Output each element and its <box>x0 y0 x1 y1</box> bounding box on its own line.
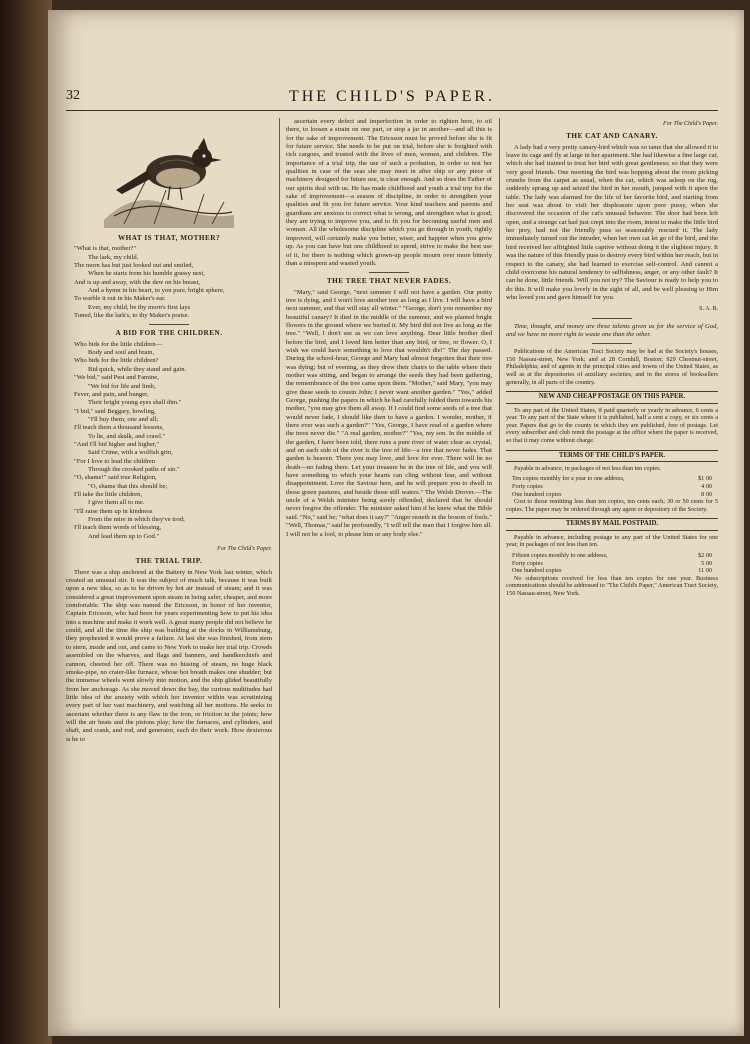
verse-line: And lead them up to God." <box>88 532 160 540</box>
verse-line: The morn has but just looked out and smiled, <box>74 262 194 270</box>
terms-price: $1 00 <box>698 475 712 483</box>
verse-line: When he starts from his humble grassy nest, <box>88 270 205 278</box>
article-title: THE CAT AND CANARY. <box>566 132 658 141</box>
verse-line: "I'll buy them, one and all; <box>88 415 159 423</box>
poem-title: WHAT IS THAT, MOTHER? <box>117 234 221 242</box>
verse-line: The lark, my child. <box>88 253 139 261</box>
terms-row <box>506 567 718 575</box>
article-body: There was a ship anchored at the Battery in New York last winter, which created an unusual stir. It was the subject of much talk, because it was built upon a new idea, so as to be driven by hot air instead of steam; and it was considered a great improvement upon steam in being safer, cheaper, and more comfortable. The ship was named the Ericsson, in honor of her inventor, Captain Ericsson, who had been for years experimenting how to put his idea into a machine and make it work well. A great many people did not believe he could, and all the time the ship was building at the docks in Williamsburg, they prophesied it would prove a failure. At last she was finished, from stem to stern, inside and out, and came to New York to make her trial trip. Crowds assembled on the wharves, and flags and banners, and handkerchiefs and cannon, cheered her off. There was no hissing of steam, no huge black smoke-pipe, no crater-like furnace, whose hot breath makes one shudder; but the immense wheels went slowly into motion, and the ship glided beautifully from her anchorage. As she moved down the bay, the curious multitudes had little idea of the anxiety with which her inventor within was scrutinizing every part of her vast machinery, and watching all her motions. He seeks to ascertain whether there is any flaw in the iron, or friction in the joints; how will the air heats and the pistons play; how the furnaces, and cylinders, and shaft, and crank, and rod, and generator, each do their work. How dexterous is he to <box>66 568 272 743</box>
divider <box>149 324 189 325</box>
terms-row <box>506 560 718 568</box>
column-3 <box>506 118 718 1014</box>
verse-line: Tuned, like the lark's, to thy Maker's praise. <box>74 312 190 320</box>
divider <box>592 343 632 344</box>
terms-row <box>506 475 718 483</box>
column-rule <box>499 118 500 1008</box>
terms-price: 8 00 <box>701 490 712 498</box>
terms-table <box>506 475 718 498</box>
verse-line: And is up and away, with the dew on his breast, <box>74 278 200 286</box>
poem-verse <box>66 245 272 320</box>
terms-row <box>506 552 718 560</box>
poem-title: A BID FOR THE CHILDREN. <box>115 329 223 338</box>
verse-line: I'll teach them words of blessing, <box>74 524 162 532</box>
terms-label: One hundred copies <box>512 567 562 575</box>
verse-line: "We bid for life and limb, <box>88 382 156 390</box>
column-rule <box>279 118 280 1008</box>
verse-line: Their bright young eyes shall dim." <box>88 399 182 407</box>
terms-label: Forty copies <box>512 483 543 491</box>
terms-price: 5 00 <box>701 559 712 567</box>
verse-line: Fever, and pain, and hunger, <box>74 390 149 398</box>
verse-line: Bid quick, while they stand and gain. <box>88 365 187 373</box>
page-header <box>66 88 718 111</box>
section-heading: TERMS BY MAIL POSTPAID. <box>506 518 718 530</box>
terms-note: Cost to those remitting less than ten copies, ten cents each; 30 or 50 cents for 5 copies. The paper may be ordered through any agent or depository of the Society. <box>506 498 718 513</box>
verse-line: I give them all to me. <box>88 499 145 507</box>
verse-line: Who bids for the little children? <box>74 357 159 365</box>
verse-line: To warble it out in his Maker's ear. <box>74 295 166 303</box>
verse-line: Said Crime, with a wolfish grin, <box>88 449 173 457</box>
book-binding <box>0 0 52 1044</box>
page-number: 32 <box>66 88 80 103</box>
verse-line: "We bid," said Pest and Famine, <box>74 374 159 382</box>
section-heading: TERMS OF THE CHILD'S PAPER. <box>506 450 718 462</box>
article-credit: For The Child's Paper. <box>663 121 718 127</box>
verse-line: "I'll raise them up in kindness <box>74 507 153 515</box>
verse-line: To lie, and skulk, and crawl." <box>88 432 166 440</box>
page-title: THE CHILD'S PAPER. <box>288 88 496 105</box>
terms-label: Forty copies <box>512 559 543 567</box>
column-2 <box>286 118 492 1014</box>
section-heading: NEW AND CHEAP POSTAGE ON THIS PAPER. <box>506 391 718 403</box>
author-signature: S. A. B. <box>699 306 718 313</box>
terms-price: 4 00 <box>701 483 712 491</box>
verse-line: "I bid," said Beggary, howling, <box>74 407 156 415</box>
verse-line: "For I love to lead the children <box>74 457 156 465</box>
poem-verse <box>66 341 272 541</box>
verse-line: I'll teach them a thousand lessons, <box>74 424 164 432</box>
verse-line: "O, shame!" said true Religion, <box>74 474 157 482</box>
divider <box>592 318 632 319</box>
divider <box>369 272 409 273</box>
terms-intro: Payable in advance, in packages of not less than ten copies. <box>514 464 662 472</box>
bird-engraving-image <box>94 120 244 228</box>
verse-line: Body and soul and brain, <box>88 349 155 357</box>
quote: Time, thought, and money are three talents given us for the service of God, and we have no more right to waste one than the other. <box>506 322 718 338</box>
article-title: THE TRIAL TRIP. <box>135 557 203 566</box>
verse-line: From the mire in which they've trod; <box>88 516 185 523</box>
terms-row <box>506 491 718 499</box>
mail-intro: Payable in advance, including postage to any part of the United States for one year, in packages of not less than ten. <box>506 533 718 549</box>
verse-line: I'll take the little children, <box>74 490 143 498</box>
article-body: ascertain every defect and imperfection in order to righten here, to oil there, to loosen a strain on one part, or stop a jar in another—and all this is for the sake of improvement. The Ericsson must be proved before she is fit for future service. She needs to be put on trial, before she is freighted with rich cargoes, and trusted with the lives of men, women, and children. The importance of a trial trip, the use of such a probation, in order to test her qualities in case of the seas she may meet in after ship or any piece of machinery designed for future use, is clear enough. And so does the Father of our spirits deal with us. He has made childhood and youth a trial trip for the sake of improvement—a season of discipline, in order to strengthen your qualities and fit you for future service. Your kind teachers and parents and guardians are anxious to correct what is wrong, and strengthen what is good; they are trying to improve you, and to fit you for becoming useful men and women. All the wholesome discipline which you go through in youth, rightly improved, will certainly make you better, wiser, and happier when you grow up. As you can have but one childhood to spend, strive to make the best use of it, for there is nothing which grown-up people mourn over more bitterly than a misspent and wasted youth. <box>286 118 492 267</box>
verse-line: And a hymn in his heart, to yon pure, bright sphere, <box>88 287 225 295</box>
terms-price: 11 00 <box>698 567 712 575</box>
article-body: "Mary," said George, "next summer I will not have a garden. Our pretty tree is dying, and I won't love another tree as long as I live. I will have a bird next summer, and that will stay all winter." "George, don't you remember my beautiful canary? It died in the middle of the summer, and we planted bright flowers in the ground where we buried it. My bird did not live as long as the tree." "Well, I don't see as we can love anything. Dear little brother died before the bird, and I loved him better than any bird, or tree, or flower. O, I wish we could have something to love that wouldn't die!" The day passed. During the school-hour, George and Mary had almost forgotten that their tree was dying; but of evening, as they drew their chairs to the table where their mother was sitting, and began to arrange the seeds they had been gathering, the remembrance of the tree came upon them. "Mother," said Mary, "you may give these seeds to cousin John; I never want another garden." "Yes," added George, pushing the papers in which he had carefully folded them towards his mother, "you may give them all away. If I could find some seeds of a tree that would never fade, I should like then to have a garden. I wonder, mother, if there ever was such a garden?" "Yes, George, I have read of a garden where the trees never die." "A real garden, mother?" "Yes, my son. In the middle of the garden, I have been told, there runs a pure river of water clear as crystal, and on each side of the river is the tree of life—a tree that never fades. That garden is heaven. There you may love, and love for ever. There will be no death—no fading there. Let your treasure be in the tree of life, and you will have something to which your hearts can cling without fear, and without disappointment. Love the Saviour here, and he will prepare you to dwell in those green pastures, and beside those still waters." The Welsh Drover.—The uncle of a Welsh minister being sorely offended, declared that he should never forgive the offender. The minister asked him if he knew what the Bible said. "No," said he; "what does it say?" "Anger resteth in the bosom of fools." "Well, Thomas," said he profoundly, "I will tell the man that I forgive him all. I will not be a fool, to please him or any body else." <box>286 288 492 538</box>
terms-row <box>506 483 718 491</box>
terms-label: Fifteen copies monthly to one address, <box>512 551 608 559</box>
article-credit: For The Child's Paper. <box>217 546 272 553</box>
mail-terms-table <box>506 552 718 575</box>
verse-line: "And I'll bid higher and higher," <box>74 440 160 448</box>
terms-label: Ten copies monthly for a year to one address, <box>512 475 625 483</box>
verse-line: Ever, my child, be thy morn's first lays <box>88 303 191 311</box>
postage-notice: To any part of the United States, if paid quarterly or yearly in advance, 6 cents a year. To any part of the State where it is published, half a cent a copy, or six cents a year. Papers that go to the county in which they are published, free of postage. Let every subscriber and club remit the postage at the office where the paper is received, so that it may come without charge. <box>506 406 718 444</box>
article-body: A lady had a very pretty canary-bird which was so tame that she allowed it to leave its cage and fly at large in her apartment. She had likewise a fine large cat, which she had trained to treat her bird with great gentleness; so that they were very good friends. One morning the bird was hopping about the room picking crumbs from the carpet as usual, when the cat, which was asleep on the rug, suddenly sprang up and seized the bird in her mouth, jumped with it upon the table. The lady was alarmed for the life of her favorite bird, and starting from her seat was about to visit her displeasure upon poor pussy, when she discovered the occasion of the cat's unusual behavior. The door had been left open, and a strange cat had just crept into the room, intent to make the little bird her prey, had not the friendly puss so seasonably rescued it. The lady immediately turned out the intruder, when her own cat let go of the bird, and the bird received her affrighted little captive without doing it the slightest injury. It was the nature of this friendly puss to destroy every bird within her reach, but in respect to the canary, she had learned to exercise self-control. And cannot a child overcome his natural tendency to selfishness, anger, or any other fault? It can be done, little friends. Will you not try? The Saviour is ready to help you to do this. It will make you lovely in the sight of all, and be well pleasing to Him who loved you and gave himself for you. <box>506 143 718 301</box>
verse-line: "What is that, mother?" <box>74 245 137 253</box>
verse-line: Who bids for the little children— <box>74 340 163 348</box>
terms-label: One hundred copies <box>512 490 562 498</box>
verse-line: "O, shame that this should be; <box>88 482 168 490</box>
mail-note: No subscriptions received for less than ten copies for one year. Business communications should be addressed to "The Child's Paper," American Tract Society, 150 Nassau-street, New York. <box>506 574 718 597</box>
column-1 <box>66 118 272 1014</box>
terms-price: $2 00 <box>698 551 712 559</box>
publishers-notice: Publications of the American Tract Society may be had at the Society's houses, 150 Nassau-street, New York; and at 28 Cornhill, Boston; 929 Chestnut-street, Philadelphia; and of agents in the principal cities and towns of the United States, as well as at the depositories of auxiliary societies, and in the stores of booksellers generally, in all parts of the country. <box>506 348 718 386</box>
verse-line: Through the crooked paths of sin." <box>88 465 180 473</box>
article-title: THE TREE THAT NEVER FADES. <box>326 277 452 286</box>
